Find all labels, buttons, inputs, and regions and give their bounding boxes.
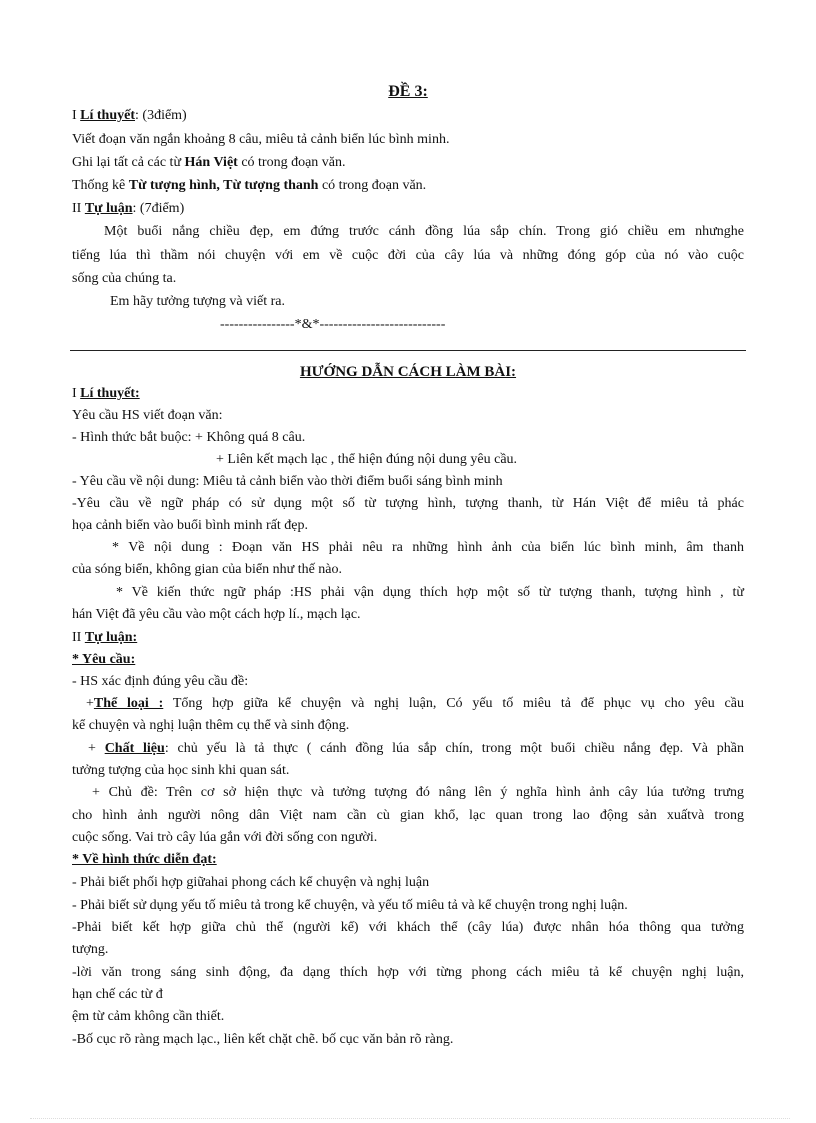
guide-line: kể chuyện và nghị luận thêm cụ thể và sinh động.: [72, 718, 350, 733]
guide-line: -Yêu cầu về ngữ pháp có sử dụng một số từ tượng hình, tượng thanh, từ Hán Việt để miêu tả phác: [72, 496, 744, 511]
essay-prompt-line-4: Em hãy tưởng tượng và viết ra.: [110, 294, 285, 309]
guide-form-heading: * Về hình thức diễn đạt:: [72, 852, 217, 867]
guide-line: cuộc sống. Vai trò cây lúa gắn với đời sống con người.: [72, 830, 378, 845]
guide-theory-heading: I Lí thuyết:: [72, 386, 140, 401]
guide-line: tượng.: [72, 942, 109, 957]
guide-line: tưởng tượng của học sinh khi quan sát.: [72, 763, 290, 778]
guide-line: họa cảnh biển vào buổi bình minh rất đẹp.: [72, 518, 308, 533]
guide-line: - Yêu cầu về nội dung: Miêu tả cảnh biển vào thời điểm buổi sáng bình minh: [72, 474, 503, 489]
guide-line: - Phải biết sử dụng yếu tố miêu tả trong kể chuyện, và yếu tố miêu tả và kể chuyện trong nghị luận.: [72, 898, 628, 913]
guide-line: Yêu cầu HS viết đoạn văn:: [72, 408, 223, 423]
guide-requirements-heading: * Yêu cầu:: [72, 652, 136, 667]
guide-line: - Hình thức bắt buộc: + Không quá 8 câu.: [72, 430, 306, 445]
guide-line: -Phải biết kết hợp giữa chủ thể (người kể) với khách thể (cây lúa) được nhân hóa thông qua tưởng: [72, 920, 744, 935]
theory-task-2: Ghi lại tất cả các từ Hán Việt có trong đoạn văn.: [72, 155, 346, 170]
essay-heading: II Tự luận: (7điểm): [72, 201, 185, 216]
guide-line: -Bố cục rõ ràng mạch lạc., liên kết chặt chẽ. bố cục văn bản rõ ràng.: [72, 1032, 454, 1047]
guide-line: * Về kiến thức ngữ pháp :HS phải vận dụng thích hợp một số từ tượng thanh, tượng hình , từ: [116, 585, 744, 600]
guide-essay-heading: II Tự luận:: [72, 630, 138, 645]
guide-line: ệm từ cảm không cần thiết.: [72, 1009, 225, 1024]
guide-material-line: + Chất liệu: chủ yếu là tả thực ( cánh đồng lúa sắp chín, trong một buổi chiều nắng đẹp. Và phần: [88, 741, 744, 756]
section-separator: ----------------*&*---------------------------: [220, 317, 446, 332]
guide-line: - HS xác định đúng yêu cầu đề:: [72, 674, 249, 689]
exam-title: ĐỀ 3:: [388, 83, 428, 100]
guide-line: - Phải biết phối hợp giữahai phong cách kể chuyện và nghị luận: [72, 875, 430, 890]
guide-line: -lời văn trong sáng sinh động, đa dạng thích hợp với từng phong cách miêu tả kể chuyện nghị luận,: [72, 965, 744, 980]
page-bottom-edge: [30, 1118, 790, 1119]
theory-heading: I Lí thuyết: (3điểm): [72, 108, 187, 123]
essay-prompt-line-1: Một buổi nắng chiều đẹp, em đứng trước cánh đồng lúa sắp chín. Trong gió chiều em nhưnghe: [104, 224, 744, 239]
essay-prompt-line-2: tiếng lúa thì thầm nói chuyện với em về cuộc đời của cây lúa và những đóng góp của nó vào cuộc: [72, 248, 744, 263]
guide-line: * Về nội dung : Đoạn văn HS phải nêu ra những hình ảnh của biển lúc bình minh, âm thanh: [112, 540, 744, 555]
guide-line: của sóng biển, không gian của biển như thế nào.: [72, 562, 343, 577]
essay-prompt-line-3: sống của chúng ta.: [72, 271, 177, 286]
guide-line: cho hình ảnh người nông dân Việt nam cần cù gian khổ, lạc quan trong lao động sản xuấtvà trong: [72, 808, 744, 823]
guide-line: hạn chế các từ đ: [72, 987, 163, 1002]
theory-task-3: Thống kê Từ tượng hình, Từ tượng thanh có trong đoạn văn.: [72, 178, 427, 193]
guide-title: HƯỚNG DẪN CÁCH LÀM BÀI:: [299, 364, 517, 380]
guide-line: hán Việt đã yêu cầu vào một cách hợp lí., mạch lạc.: [72, 607, 361, 622]
guide-genre-line: +Thể loại : Tổng hợp giữa kể chuyện và nghị luận, Có yếu tố miêu tả để phục vụ cho yêu cầu: [86, 696, 744, 711]
theory-task-1: Viết đoạn văn ngắn khoảng 8 câu, miêu tả cảnh biển lúc bình minh.: [72, 132, 450, 147]
guide-line: + Liên kết mạch lạc , thể hiện đúng nội dung yêu cầu.: [216, 452, 518, 467]
guide-line: + Chủ đề: Trên cơ sở hiện thực và tưởng tượng đó nâng lên ý nghĩa hình ảnh cây lúa tưởng trưng: [92, 785, 744, 800]
horizontal-rule: [70, 350, 746, 351]
